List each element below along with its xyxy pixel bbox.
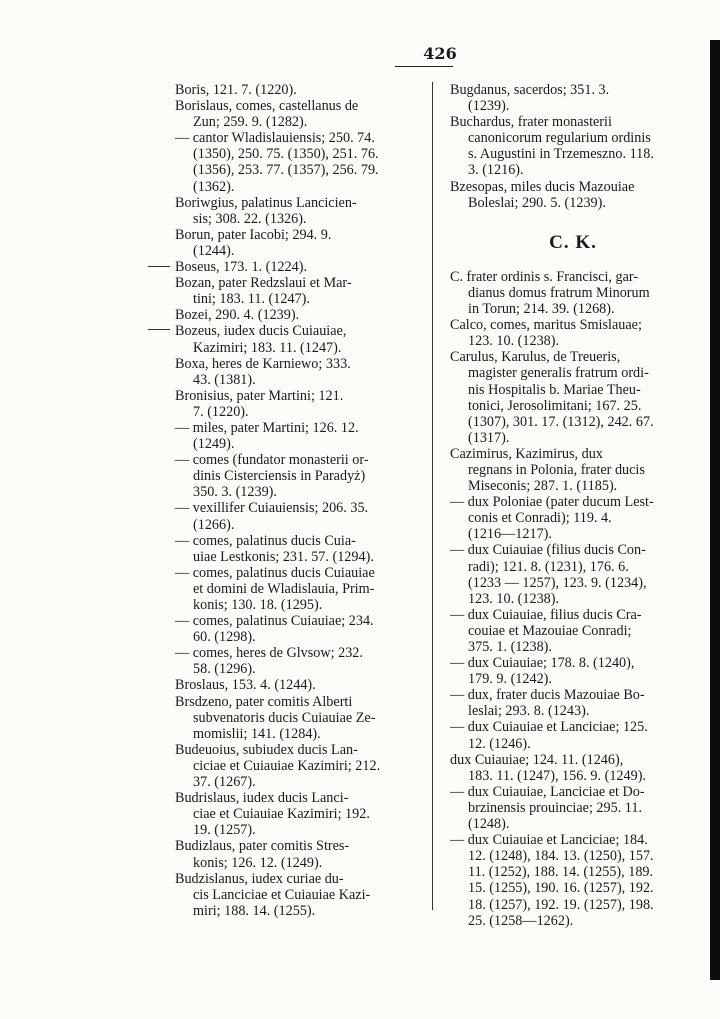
entry-headline: Borislaus, comes, castellanus de <box>175 98 359 115</box>
index-entry <box>450 719 696 751</box>
entry-continuation: 58. (1296). <box>193 661 256 678</box>
entry-continuation: (1266). <box>193 516 235 533</box>
entry-continuation: (1216—1217). <box>468 526 552 543</box>
entry-headline: — comes, palatinus ducis Cuia- <box>175 532 356 549</box>
entry-continuation: (1249). <box>193 436 235 453</box>
entry-headline: Carulus, Karulus, de Treueris, <box>450 349 621 366</box>
entry-headline: — miles, pater Martini; 126. 12. <box>175 419 359 436</box>
entry-continuation: (1233 — 1257), 123. 9. (1234), <box>468 574 647 591</box>
entry-headline: Cazimirus, Kazimirus, dux <box>450 445 603 462</box>
entry-headline: Boris, 121. 7. (1220). <box>175 82 297 98</box>
entry-headline: Boseus, 173. 1. (1224). <box>175 259 308 276</box>
index-entry <box>175 790 415 838</box>
entry-continuation: subvenatoris ducis Cuiauiae Ze- <box>193 709 376 726</box>
entry-continuation: canonicorum regularium ordinis <box>468 130 651 147</box>
entry-continuation: 11. (1252), 188. 14. (1255), 189. <box>468 864 654 881</box>
entry-continuation: Boleslai; 290. 5. (1239). <box>468 194 606 211</box>
entry-continuation: tini; 183. 11. (1247). <box>193 291 310 308</box>
entry-headline: — comes, heres de Glvsow; 232. <box>175 645 363 662</box>
index-entry <box>450 494 696 542</box>
section-heading: C. K. <box>549 231 597 253</box>
entry-continuation: (1244). <box>193 242 235 259</box>
index-entry <box>175 500 415 532</box>
index-entry <box>175 356 415 388</box>
entry-continuation: 123. 10. (1238). <box>468 590 560 607</box>
entry-continuation: magister generalis fratrum ordi- <box>468 365 649 382</box>
entry-headline: C. frater ordinis s. Francisci, gar- <box>450 268 639 285</box>
entry-headline: — vexillifer Cuiauiensis; 206. 35. <box>175 500 369 517</box>
entry-continuation: dianus domus fratrum Minorum <box>468 284 650 301</box>
right-column <box>450 82 696 929</box>
entry-headline: — dux Cuiauiae et Lanciciae; 184. <box>450 832 648 849</box>
entry-headline: Calco, comes, maritus Smislauae; <box>450 317 642 334</box>
entry-headline: Bronisius, pater Martini; 121. <box>175 387 344 404</box>
index-entry <box>175 871 415 919</box>
index-entry <box>175 82 415 98</box>
entry-headline: Borun, pater Iacobi; 294. 9. <box>175 226 332 243</box>
entry-continuation: (1356), 253. 77. (1357), 256. 79. <box>193 162 379 179</box>
entry-continuation: leslai; 293. 8. (1243). <box>468 703 590 720</box>
index-entry <box>450 784 696 832</box>
entry-continuation: Miseconis; 287. 1. (1185). <box>468 478 618 495</box>
index-entry <box>175 645 415 677</box>
entry-headline: Bzesopas, miles ducis Mazouiae <box>450 178 635 195</box>
entry-continuation: et domini de Wladislauia, Prim- <box>193 580 375 597</box>
entry-headline: Buchardus, frater monasterii <box>450 114 612 131</box>
entry-headline: — comes, palatinus Cuiauiae; 234. <box>175 613 374 630</box>
index-entry <box>175 420 415 452</box>
entry-headline: Brsdzeno, pater comitis Alberti <box>175 693 353 710</box>
entry-continuation: couiae et Mazouiae Conradi; <box>468 622 632 639</box>
entry-continuation: 37. (1267). <box>193 774 256 791</box>
entry-continuation: Zun; 259. 9. (1282). <box>193 114 308 131</box>
entry-headline: Boxa, heres de Karniewo; 333. <box>175 355 351 372</box>
entry-continuation: (1248). <box>468 816 510 833</box>
entry-continuation: konis; 130. 18. (1295). <box>193 597 323 613</box>
entry-continuation: 179. 9. (1242). <box>468 671 552 688</box>
entry-continuation: 183. 11. (1247), 156. 9. (1249). <box>468 767 646 784</box>
index-entry <box>450 655 696 687</box>
entry-headline: dux Cuiauiae; 124. 11. (1246), <box>450 751 624 768</box>
index-entry <box>175 694 415 742</box>
entry-continuation: s. Augustini in Trzemeszno. 118. <box>468 146 654 163</box>
entry-continuation: 18. (1257), 192. 19. (1257), 198. <box>468 896 654 913</box>
index-entry <box>450 114 696 178</box>
entry-continuation: radi); 121. 8. (1231), 176. 6. <box>468 558 629 575</box>
entry-continuation: tonici, Jerosolimitani; 167. 25. <box>468 397 642 414</box>
index-entry <box>450 752 696 784</box>
entry-continuation: 25. (1258—1262). <box>468 912 574 929</box>
entry-continuation: brzinensis prouinciae; 295. 11. <box>468 799 643 816</box>
index-entry <box>175 533 415 565</box>
entry-continuation: (1362). <box>193 178 235 195</box>
index-entry <box>450 317 696 349</box>
index-entry <box>175 323 415 355</box>
entry-headline: — dux Poloniae (pater ducum Lest- <box>450 494 654 511</box>
entry-continuation: cis Lanciciae et Cuiauiae Kazi- <box>193 886 371 903</box>
entry-continuation: 7. (1220). <box>193 403 249 420</box>
index-entry <box>175 98 415 130</box>
entry-continuation: 15. (1255), 190. 16. (1257), 192. <box>468 880 654 897</box>
margin-mark-bozeus <box>148 329 170 330</box>
entry-continuation: 60. (1298). <box>193 629 256 646</box>
margin-mark-boseus <box>148 266 170 267</box>
entry-continuation: ciae et Cuiauiae Kazimiri; 192. <box>193 806 370 823</box>
entry-continuation: 19. (1257). <box>193 822 256 839</box>
right-column-top <box>450 82 696 211</box>
entry-continuation: 350. 3. (1239). <box>193 484 277 501</box>
entry-continuation: regnans in Polonia, frater ducis <box>468 461 645 478</box>
index-entry <box>175 452 415 500</box>
entry-continuation: nis Hospitalis b. Mariae Theu- <box>468 381 641 398</box>
index-entry <box>450 542 696 606</box>
entry-headline: — dux Cuiauiae, filius ducis Cra- <box>450 606 642 623</box>
entry-headline: Budrislaus, iudex ducis Lanci- <box>175 790 349 807</box>
index-entry <box>175 742 415 790</box>
entry-continuation: sis; 308. 22. (1326). <box>193 210 307 227</box>
entry-continuation: Kazimiri; 183. 11. (1247). <box>193 339 342 356</box>
index-entry <box>450 687 696 719</box>
entry-continuation: 123. 10. (1238). <box>468 333 560 350</box>
entry-continuation: 3. (1216). <box>468 162 524 179</box>
index-entry <box>175 275 415 307</box>
entry-continuation: conis et Conradi); 119. 4. <box>468 510 612 527</box>
entry-continuation: (1307), 301. 17. (1312), 242. 67. <box>468 413 654 430</box>
page-edge-shadow <box>710 40 720 980</box>
entry-continuation: 12. (1246). <box>468 735 531 752</box>
entry-headline: — dux Cuiauiae (filius ducis Con- <box>450 542 646 559</box>
index-entry <box>175 307 415 323</box>
entry-continuation: ciciae et Cuiauiae Kazimiri; 212. <box>193 757 381 774</box>
left-column <box>175 82 415 919</box>
index-entry <box>175 195 415 227</box>
entry-headline: — dux Cuiauiae et Lanciciae; 125. <box>450 719 648 736</box>
entry-continuation: 375. 1. (1238). <box>468 639 552 655</box>
index-entry <box>175 130 415 194</box>
index-entry <box>450 446 696 494</box>
entry-headline: Bozeus, iudex ducis Cuiauiae, <box>175 323 347 340</box>
header-rule <box>395 66 453 67</box>
index-entry <box>175 677 415 693</box>
entry-headline: Boriwgius, palatinus Lancicien- <box>175 194 357 211</box>
entry-headline: — comes, palatinus ducis Cuiauiae <box>175 564 375 581</box>
entry-headline: Budizlaus, pater comitis Stres- <box>175 838 350 855</box>
entry-continuation: miri; 188. 14. (1255). <box>193 902 316 919</box>
entry-headline: Bozei, 290. 4. (1239). <box>175 307 300 324</box>
entry-continuation: (1239). <box>468 98 510 115</box>
entry-headline: — dux Cuiauiae, Lanciciae et Do- <box>450 783 645 800</box>
entry-headline: Budzislanus, iudex curiae du- <box>175 870 344 887</box>
index-entry <box>175 259 415 275</box>
index-entry <box>450 269 696 317</box>
entry-continuation: dinis Cisterciensis in Paradyż) <box>193 468 366 485</box>
entry-headline: Broslaus, 153. 4. (1244). <box>175 677 316 694</box>
index-entry <box>450 82 696 114</box>
index-entry <box>175 227 415 259</box>
index-entry <box>175 388 415 420</box>
index-entry <box>175 565 415 613</box>
index-entry <box>175 838 415 870</box>
entry-continuation: (1317). <box>468 429 510 446</box>
index-entry <box>175 613 415 645</box>
index-entry <box>450 832 696 929</box>
index-entry <box>450 349 696 446</box>
entry-headline: — dux, frater ducis Mazouiae Bo- <box>450 687 645 704</box>
entry-continuation: (1350), 250. 75. (1350), 251. 76. <box>193 146 379 163</box>
entry-continuation: momislii; 141. (1284). <box>193 725 321 742</box>
index-entry <box>450 607 696 655</box>
right-column-bottom <box>450 269 696 929</box>
entry-headline: Bozan, pater Redzslaui et Mar- <box>175 275 352 292</box>
entry-headline: Budeuoius, subiudex ducis Lan- <box>175 741 358 758</box>
entry-headline: — dux Cuiauiae; 178. 8. (1240), <box>450 655 635 672</box>
entry-continuation: 43. (1381). <box>193 371 256 388</box>
page-number: 426 <box>423 44 457 63</box>
column-divider <box>432 82 433 910</box>
entry-continuation: konis; 126. 12. (1249). <box>193 854 323 871</box>
entry-continuation: in Torun; 214. 39. (1268). <box>468 301 615 318</box>
entry-headline: Bugdanus, sacerdos; 351. 3. <box>450 82 610 98</box>
entry-headline: — comes (fundator monasterii or- <box>175 452 369 469</box>
entry-continuation: 12. (1248), 184. 13. (1250), 157. <box>468 848 654 865</box>
entry-continuation: uiae Lestkonis; 231. 57. (1294). <box>193 548 374 565</box>
index-entry <box>450 179 696 211</box>
entry-headline: — cantor Wladislauiensis; 250. 74. <box>175 130 375 147</box>
